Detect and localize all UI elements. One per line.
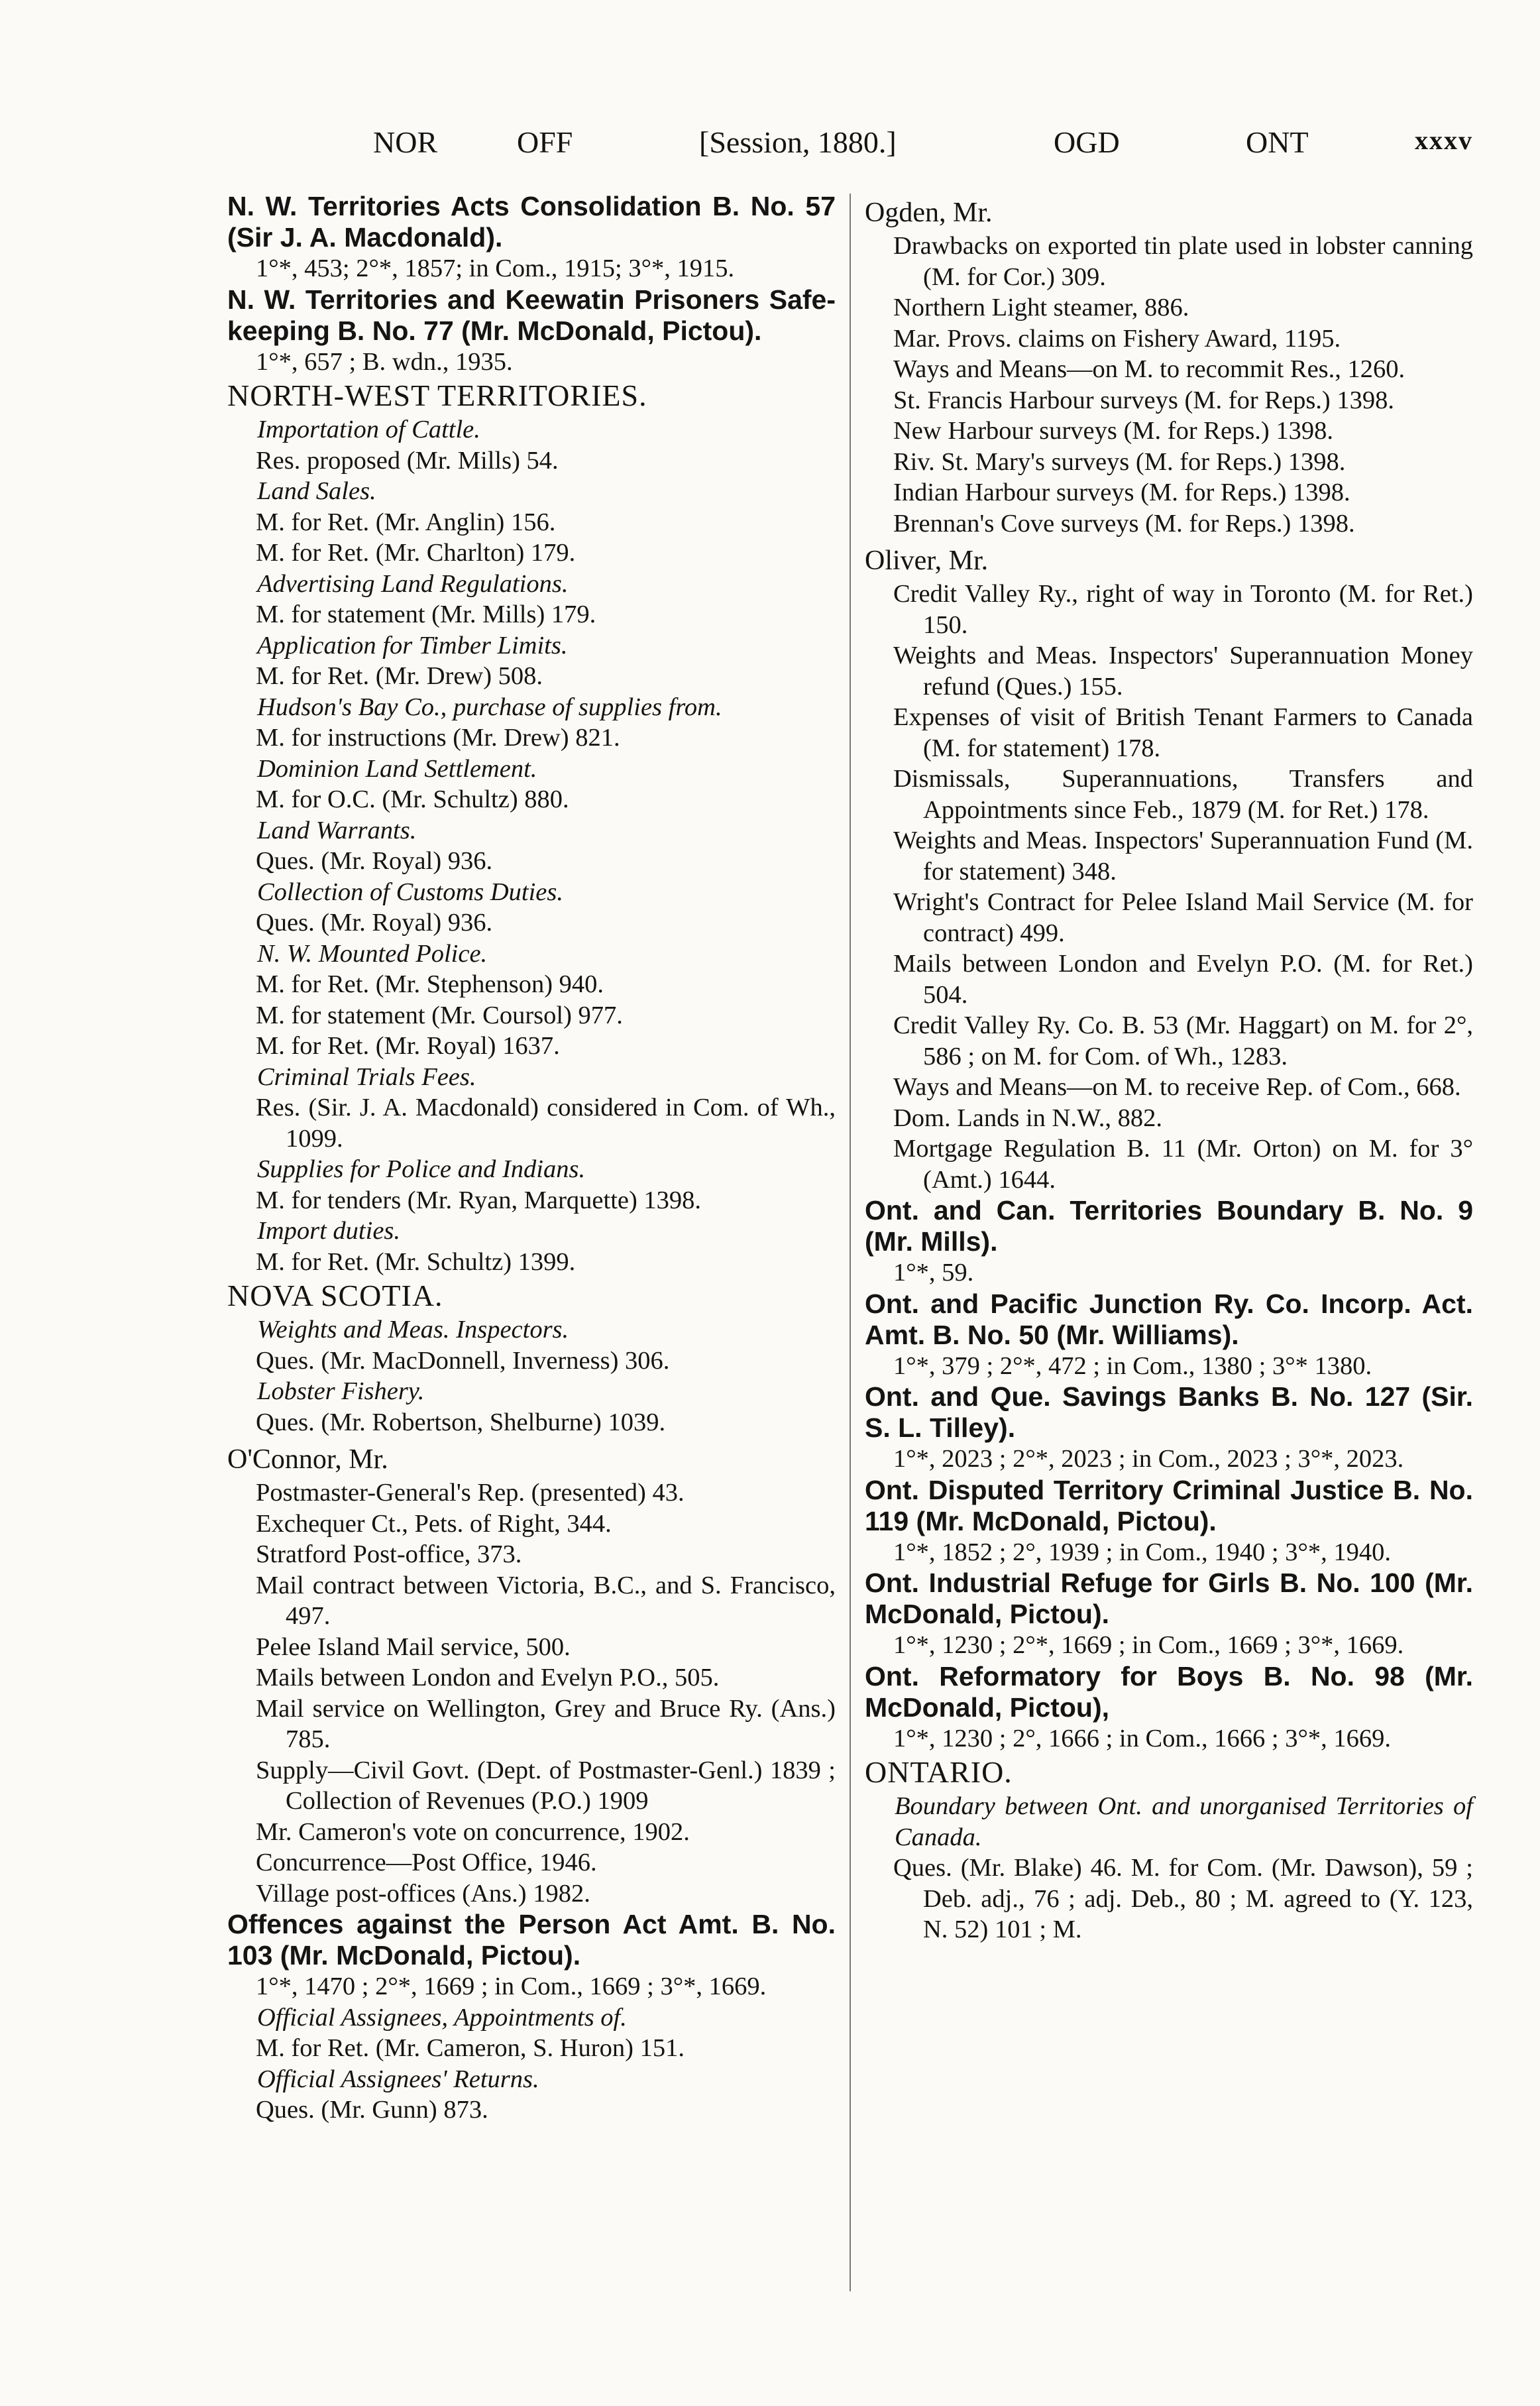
left-column-entry-ref: Postmaster-General's Rep. (presented) 43. xyxy=(256,1479,685,1507)
right-column-entry-ref: Mails between London and Evelyn P.O. (M. for Ret.) 504. xyxy=(893,950,1473,1009)
right-column-entry-ref: Mar. Provs. claims on Fishery Award, 1195. xyxy=(893,324,1341,353)
right-column-entry-bill: Ont. Industrial Refuge for Girls B. No. 100 (Mr. McDonald, Pictou). xyxy=(865,1568,1473,1629)
header-session: [Session, 1880.] xyxy=(699,125,897,159)
left-column-entry-subj: Import duties. xyxy=(257,1217,401,1245)
left-column-entry-ref: Res. (Sir. J. A. Macdonald) considered in Com. of Wh., 1099. xyxy=(256,1094,836,1153)
right-column-entry-ref: Ques. (Mr. Blake) 46. M. for Com. (Mr. Dawson), 59 ; Deb. adj., 76 ; adj. Deb., 80 ; M. agreed to (Y. 123, N. 52) 101 ; M. xyxy=(893,1854,1473,1943)
right-column-entry-ref: 1°*, 2023 ; 2°*, 2023 ; in Com., 2023 ; 3°*, 2023. xyxy=(893,1445,1404,1473)
left-column-entry-subj: Official Assignees' Returns. xyxy=(257,2065,539,2093)
left-column-entry-ref: Supply—Civil Govt. (Dept. of Postmaster-Genl.) 1839 ; Collection of Revenues (P.O.) 1909 xyxy=(256,1756,836,1815)
left-column-entry-head: NOVA SCOTIA. xyxy=(227,1279,443,1312)
left-column-entry-ref: Mail contract between Victoria, B.C., and S. Francisco, 497. xyxy=(256,1571,836,1630)
header-first-word: NOR xyxy=(373,125,438,159)
left-column-entry-head: NORTH-WEST TERRITORIES. xyxy=(227,378,647,412)
right-column xyxy=(865,191,1473,1945)
left-column-entry-ref: 1°*, 657 ; B. wdn., 1935. xyxy=(256,347,513,376)
left-column-entry-ref: M. for Ret. (Mr. Charlton) 179. xyxy=(256,539,576,567)
left-column-entry-ref: 1°*, 1470 ; 2°*, 1669 ; in Com., 1669 ; 3°*, 1669. xyxy=(256,1973,767,2000)
left-column-entry-ref: Stratford Post-office, 373. xyxy=(256,1540,522,1568)
left-column-entry-ref: M. for O.C. (Mr. Schultz) 880. xyxy=(256,785,569,813)
left-column-entry-ref: Res. proposed (Mr. Mills) 54. xyxy=(256,446,559,475)
left-column-entry-ref: M. for Ret. (Mr. Stephenson) 940. xyxy=(256,970,604,998)
right-column-entry-ref: Expenses of visit of British Tenant Farmers to Canada (M. for statement) 178. xyxy=(893,703,1473,762)
header-fourth-word: ONT xyxy=(1246,125,1309,159)
left-column xyxy=(227,191,836,2126)
left-column-entry-ref: Ques. (Mr. Royal) 936. xyxy=(256,847,493,875)
left-column-entry-ref: Mails between London and Evelyn P.O., 505. xyxy=(256,1664,720,1691)
right-column-entry-ref: Mortgage Regulation B. 11 (Mr. Orton) on M. for 3° (Amt.) 1644. xyxy=(893,1135,1473,1194)
right-column-entry-ref: Indian Harbour surveys (M. for Reps.) 1398. xyxy=(893,479,1350,506)
left-column-entry-ref: Exchequer Ct., Pets. of Right, 344. xyxy=(256,1509,612,1538)
left-column-entry-ref: M. for statement (Mr. Mills) 179. xyxy=(256,601,596,628)
left-column-entry-ref: 1°*, 453; 2°*, 1857; in Com., 1915; 3°*, 1915. xyxy=(256,255,735,282)
right-column-entry-ref: Brennan's Cove surveys (M. for Reps.) 1398. xyxy=(893,509,1355,538)
header-second-word: OFF xyxy=(517,125,573,159)
left-column-entry-bill: N. W. Territories Acts Consolidation B. No. 57 (Sir J. A. Macdonald). xyxy=(227,191,836,253)
left-column-entry-ref: Pelee Island Mail service, 500. xyxy=(256,1633,571,1661)
left-column-entry-subj: Lobster Fishery. xyxy=(257,1377,425,1405)
right-column-entry-name: Ogden, Mr. xyxy=(865,198,993,228)
left-column-entry-ref: Ques. (Mr. Royal) 936. xyxy=(256,909,493,937)
left-column-entry-ref: M. for tenders (Mr. Ryan, Marquette) 1398. xyxy=(256,1186,702,1214)
left-column-entry-ref: Ques. (Mr. MacDonnell, Inverness) 306. xyxy=(256,1346,670,1375)
right-column-entry-ref: Weights and Meas. Inspectors' Superannuation Fund (M. for statement) 348. xyxy=(893,827,1473,886)
left-column-entry-subj: Hudson's Bay Co., purchase of supplies from. xyxy=(257,693,722,721)
right-column-entry-ref: 1°*, 1230 ; 2°, 1666 ; in Com., 1666 ; 3°*, 1669. xyxy=(893,1724,1391,1752)
left-column-entry-subj: Official Assignees, Appointments of. xyxy=(257,2003,627,2032)
column-divider xyxy=(850,194,851,2291)
right-column-entry-ref: New Harbour surveys (M. for Reps.) 1398. xyxy=(893,417,1333,445)
left-column-entry-subj: Weights and Meas. Inspectors. xyxy=(257,1316,569,1344)
left-column-entry-ref: Concurrence—Post Office, 1946. xyxy=(256,1849,597,1876)
left-column-entry-ref: Mail service on Wellington, Grey and Bruce Ry. (Ans.) 785. xyxy=(256,1694,836,1753)
left-column-entry-bill: Offences against the Person Act Amt. B. No. 103 (Mr. McDonald, Pictou). xyxy=(227,1909,836,1971)
left-column-entry-ref: M. for Ret. (Mr. Anglin) 156. xyxy=(256,508,556,536)
left-column-entry-ref: M. for Ret. (Mr. Drew) 508. xyxy=(256,662,543,690)
right-column-entry-ref: Weights and Meas. Inspectors' Superannuation Money refund (Ques.) 155. xyxy=(893,642,1473,701)
page-number: xxxv xyxy=(1415,125,1473,155)
right-column-entry-ref: Northern Light steamer, 886. xyxy=(893,294,1189,321)
right-column-entry-bill: Ont. and Pacific Junction Ry. Co. Incorp. Act. Amt. B. No. 50 (Mr. Williams). xyxy=(865,1288,1473,1350)
right-column-entry-ref: Ways and Means—on M. to recommit Res., 1260. xyxy=(893,355,1405,383)
right-column-entry-bill: Ont. Reformatory for Boys B. No. 98 (Mr. McDonald, Pictou), xyxy=(865,1660,1473,1723)
right-column-entry-bill: Ont. and Que. Savings Banks B. No. 127 (Sir. S. L. Tilley). xyxy=(865,1381,1473,1443)
right-column-entry-subj: Boundary between Ont. and unorganised Territories of Canada. xyxy=(895,1792,1473,1851)
right-column-entry-head: ONTARIO. xyxy=(865,1755,1013,1789)
right-column-entry-bill: Ont. and Can. Territories Boundary B. No. 9 (Mr. Mills). xyxy=(865,1195,1473,1257)
right-column-entry-ref: Wright's Contract for Pelee Island Mail Service (M. for contract) 499. xyxy=(893,888,1473,947)
left-column-entry-name: O'Connor, Mr. xyxy=(227,1444,388,1475)
left-column-entry-ref: M. for Ret. (Mr. Cameron, S. Huron) 151. xyxy=(256,2034,685,2062)
left-column-entry-ref: M. for Ret. (Mr. Royal) 1637. xyxy=(256,1032,560,1060)
right-column-entry-ref: St. Francis Harbour surveys (M. for Reps.) 1398. xyxy=(893,386,1394,414)
left-column-entry-bill: N. W. Territories and Keewatin Prisoners Safe-keeping B. No. 77 (Mr. McDonald, Pictou). xyxy=(227,284,836,346)
header-third-word: OGD xyxy=(1054,125,1120,159)
left-column-entry-ref: Ques. (Mr. Gunn) 873. xyxy=(256,2096,488,2124)
left-column-entry-subj: Land Warrants. xyxy=(257,816,417,844)
left-column-entry-subj: Criminal Trials Fees. xyxy=(257,1062,476,1091)
right-column-entry-ref: Credit Valley Ry., right of way in Toronto (M. for Ret.) 150. xyxy=(893,580,1473,639)
right-column-entry-name: Oliver, Mr. xyxy=(865,545,989,576)
left-column-entry-ref: M. for Ret. (Mr. Schultz) 1399. xyxy=(256,1247,576,1276)
left-column-entry-subj: Collection of Customs Duties. xyxy=(257,878,563,906)
left-column-entry-ref: M. for instructions (Mr. Drew) 821. xyxy=(256,724,620,752)
left-column-entry-ref: M. for statement (Mr. Coursol) 977. xyxy=(256,1001,623,1029)
right-column-entry-ref: 1°*, 1230 ; 2°*, 1669 ; in Com., 1669 ; 3°*, 1669. xyxy=(893,1631,1404,1659)
right-column-entry-ref: Credit Valley Ry. Co. B. 53 (Mr. Haggart) on M. for 2°, 586 ; on M. for Com. of Wh., 1283. xyxy=(893,1011,1473,1070)
left-column-entry-subj: Advertising Land Regulations. xyxy=(257,569,569,598)
running-header xyxy=(0,125,1540,171)
right-column-entry-bill: Ont. Disputed Territory Criminal Justice B. No. 119 (Mr. McDonald, Pictou). xyxy=(865,1474,1473,1536)
left-column-entry-subj: Application for Timber Limits. xyxy=(257,631,568,659)
left-column-entry-ref: Ques. (Mr. Robertson, Shelburne) 1039. xyxy=(256,1408,666,1436)
left-column-entry-subj: N. W. Mounted Police. xyxy=(257,939,488,968)
right-column-entry-ref: Ways and Means—on M. to receive Rep. of Com., 668. xyxy=(893,1073,1461,1101)
left-column-entry-subj: Supplies for Police and Indians. xyxy=(257,1155,586,1183)
left-column-entry-subj: Land Sales. xyxy=(257,477,376,505)
right-column-entry-ref: Drawbacks on exported tin plate used in lobster canning (M. for Cor.) 309. xyxy=(893,232,1473,291)
left-column-entry-ref: Mr. Cameron's vote on concurrence, 1902. xyxy=(256,1817,690,1846)
right-column-entry-ref: Dom. Lands in N.W., 882. xyxy=(893,1104,1163,1132)
right-column-entry-ref: 1°*, 59. xyxy=(893,1259,974,1287)
left-column-entry-subj: Importation of Cattle. xyxy=(257,416,480,443)
right-column-entry-ref: 1°*, 379 ; 2°*, 472 ; in Com., 1380 ; 3°* 1380. xyxy=(893,1351,1372,1380)
right-column-entry-ref: 1°*, 1852 ; 2°, 1939 ; in Com., 1940 ; 3°*, 1940. xyxy=(893,1538,1391,1566)
left-column-entry-ref: Village post-offices (Ans.) 1982. xyxy=(256,1879,590,1908)
right-column-entry-ref: Riv. St. Mary's surveys (M. for Reps.) 1398. xyxy=(893,447,1346,476)
left-column-entry-subj: Dominion Land Settlement. xyxy=(257,754,537,783)
right-column-entry-ref: Dismissals, Superannuations, Transfers and Appointments since Feb., 1879 (M. for Ret.) 178. xyxy=(893,765,1473,824)
